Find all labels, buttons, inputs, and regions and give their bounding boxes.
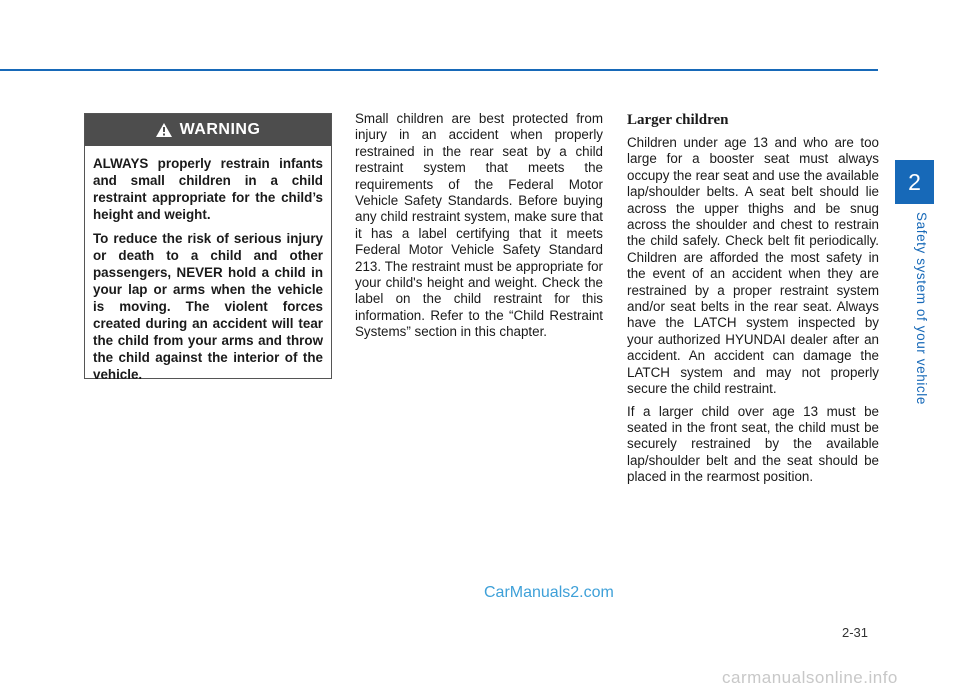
header-rule xyxy=(0,69,878,71)
chapter-title: Safety system of your vehicle xyxy=(914,212,929,405)
warning-body xyxy=(85,146,331,383)
warning-paragraph: ALWAYS properly restrain infants and small children in a child restraint appropriate for the child’s height and weight. xyxy=(93,156,323,222)
middle-column xyxy=(355,111,603,347)
warning-paragraph: To reduce the risk of serious injury or death to a child and other passengers, NEVER hold a child in your lap or arms when the vehicle is moving. The violent forces created during an accident will tear the child from your arms and throw the child against the interior of the vehicle. xyxy=(93,231,323,382)
warning-header xyxy=(85,114,331,146)
section-heading: Larger children xyxy=(627,112,729,128)
footer-site-mark: carmanualsonline.info xyxy=(722,668,898,687)
warning-triangle-icon xyxy=(156,123,172,137)
body-paragraph: Children under age 13 and who are too large for a booster seat must always occupy the rear seat and use the available lap/shoulder belts. A seat belt should lie across the upper thighs and be snug across the shoulder and chest to restrain the child safely. Check belt fit periodically. Children are afforded the most safety in the event of an accident when they are restrained by a proper restraint system and/or seat belts in the rear seat. Always have the LATCH system inspected by your authorized HYUNDAI dealer after an accident. An accident can damage the LATCH system and may not properly secure the child restraint. xyxy=(627,135,879,397)
warning-label: WARNING xyxy=(179,121,261,138)
body-paragraph: If a larger child over age 13 must be seated in the front seat, the child must be securely restrained by the available lap/shoulder belt and the seat should be placed in the rearmost position. xyxy=(627,403,879,485)
page-number: 2-31 xyxy=(842,625,869,640)
body-paragraph: Small children are best protected from injury in an accident when properly restrained in the rear seat by a child restraint system that meets the requirements of the Federal Motor Vehicle Safety Standards. Before buying any child restraint system, make sure that it has a label certifying that it meets Federal Motor Vehicle Safety Standard 213. The restraint must be appropriate for your child's height and weight. Check the label on the child restraint for this information. Refer to the “Child Restraint Systems” section in this chapter. xyxy=(355,111,603,340)
right-column xyxy=(627,111,879,492)
warning-box xyxy=(84,113,332,382)
watermark-link[interactable]: CarManuals2.com xyxy=(484,584,614,601)
chapter-number: 2 xyxy=(908,168,921,195)
chapter-tab xyxy=(895,160,934,204)
